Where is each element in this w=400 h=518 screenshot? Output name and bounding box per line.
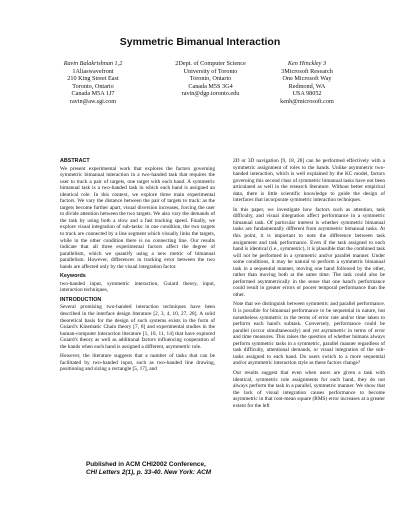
keywords-text: two-handed input, symmetric interaction, Guiard theory, input, interaction techniques, bbox=[60, 280, 215, 294]
author-name: Ken Hinckley 3 bbox=[287, 60, 327, 67]
introduction-heading: INTRODUCTION bbox=[60, 296, 102, 303]
author-block-balakrishnan-aliaswavefront bbox=[52, 60, 134, 106]
introduction-paragraph: However, the literature suggests that a number of tasks that can be facilitated by two-handed input, such as two-handed line drawing, positioning and sizing a rectangle [5, 17], and bbox=[60, 353, 215, 373]
author-email: ravin@aw.sgi.com bbox=[69, 97, 117, 105]
affiliation-line: Canada M5S 3G4 bbox=[188, 82, 233, 90]
author-block-hinckley-microsoft bbox=[256, 60, 358, 106]
introduction-paragraph: Several promising two-handed interaction techniques have been described in the interface design literature [2, 3, 4, 10, 27, 28]. A solid theoretical basis for the design of such systems exists in the form of Guiard's Kinematic Chain theory [7, 8] and experimental studies in the human-computer interaction literature [1, 10, 11, 14] that have explored Guiard's theory as well as additional factors influencing cooperation of the hands when each hand is assigned a different, asymmetric role. bbox=[60, 304, 215, 350]
body-paragraph: 2D or 3D navigation [9, 18, 28] can be performed effectively with a symmetric assignment of roles to the hands. Unlike asymmetric two-handed interaction, which is well explained by the KC model, factors governing this second class of symmetric bimanual tasks have not been articulated as well in the research literature. Without better empirical data, there is little scientific knowledge to guide the design of interfaces that incorporate symmetric interaction techniques. bbox=[233, 158, 385, 204]
publication-venue: Published in ACM CHI2002 Conference, bbox=[86, 461, 206, 468]
affiliation-line: University of Toronto bbox=[183, 67, 238, 75]
publication-notice bbox=[86, 461, 236, 477]
affiliation-line: 210 King Street East bbox=[67, 75, 119, 83]
author-email: kenh@microsoft.com bbox=[280, 97, 334, 105]
author-email: ravin@dgp.toronto.edu bbox=[181, 90, 240, 98]
affiliation-line: 3Microsoft Research bbox=[281, 67, 333, 75]
affiliation-line: One Microsoft Way bbox=[282, 75, 332, 83]
affiliation-line: 1Aliaswavefront bbox=[72, 67, 114, 75]
publication-citation: CHI Letters 2(1), p. 33-40. New York: ACM bbox=[86, 469, 212, 476]
body-paragraph: Note that we distinguish between symmetric and parallel performance. It is possible for bimanual performance to be sequential in nature, but nonetheless symmetric in the terms of error rate and/or time taken to perform each hand's subtask. Conversely, performance could be parallel (occur simultaneously) and yet asymmetric in terms of error and time measures. This raises the question of whether humans always perform symmetric tasks in a symmetric, parallel manner regardless of task difficulty, attentional demands, or visual integration of the sub-tasks assigned to each hand. Do users switch to a more sequential and/or asymmetric interaction style as these factors change? bbox=[233, 301, 385, 367]
left-column bbox=[60, 158, 215, 376]
body-paragraph: In this paper, we investigate how factors such as attention, task difficulty, and visual integration affect performance in a symmetric bimanual task. Of particular interest is whether symmetric bimanual tasks are fundamentally different from asymmetric bimanual tasks. At this point, it is important to note the difference between task assignment and task performance. Even if the task assigned to each hand is identical (i.e., symmetric), it is plausible that the combined task will not be performed in a symmetric and/or parallel manner. Under some conditions, it may be natural to perform a symmetric bimanual task in a sequential manner, moving one hand followed by the other, rather than moving both at the same time. The task could also be performed asymmetrically in the sense that one hand's performance could result in greater errors or poorer temporal performance than the other. bbox=[233, 206, 385, 298]
affiliation-line: Toronto, Ontario bbox=[189, 75, 232, 83]
affiliation-line: Canada M5A 1J7 bbox=[71, 90, 115, 98]
affiliation-line: Redmond, WA bbox=[288, 82, 326, 90]
affiliation-line: 2Dept. of Computer Science bbox=[175, 60, 246, 67]
affiliation-line: USA 98052 bbox=[292, 90, 322, 98]
right-column bbox=[233, 158, 385, 412]
keywords-heading: Keywords bbox=[60, 273, 86, 280]
affiliation-line: Toronto, Ontario bbox=[72, 82, 114, 90]
body-paragraph: Our results suggest that even when users are given a task with identical, symmetric role assignments for each hand, they do not always perform the task in a parallel, symmetric manner. We show that the lack of visual integration causes performance to become asymmetric in that root-mean square (RMS) error increases at a greater extent for the left bbox=[233, 369, 385, 409]
author-block-toronto bbox=[163, 60, 258, 98]
abstract-text: We present experimental work that explores the factors governing symmetric bimanual interaction in a two-handed task that requires the user to track a pair of targets, one target with each hand. A symmetric bimanual task is a two-handed task in which each hand is assigned an identical role. In this context, we explore three main experimental factors. We vary the distance between the pair of targets to track: as the targets become further apart, visual diversion increases, forcing the user to divide attention between the two targets. We also vary the demands of the task by using both a slow and a fast tracking speed. Finally, we explore visual integration of sub-tasks: in one condition, the two targets to track are connected by a line segment which visually links the targets, while in the other condition there is no connecting line. Our results indicate that all three experimental factors affect the degree of parallelism, which we quantify using a new metric of bimanual parallelism. However, differences in tracking error between the two hands are affected only by the visual integration factor. bbox=[60, 165, 215, 270]
paper-title: Symmetric Bimanual Interaction bbox=[119, 36, 281, 48]
author-name: Ravin Balakrishnan 1,2 bbox=[63, 60, 123, 67]
abstract-heading: ABSTRACT bbox=[60, 158, 90, 164]
